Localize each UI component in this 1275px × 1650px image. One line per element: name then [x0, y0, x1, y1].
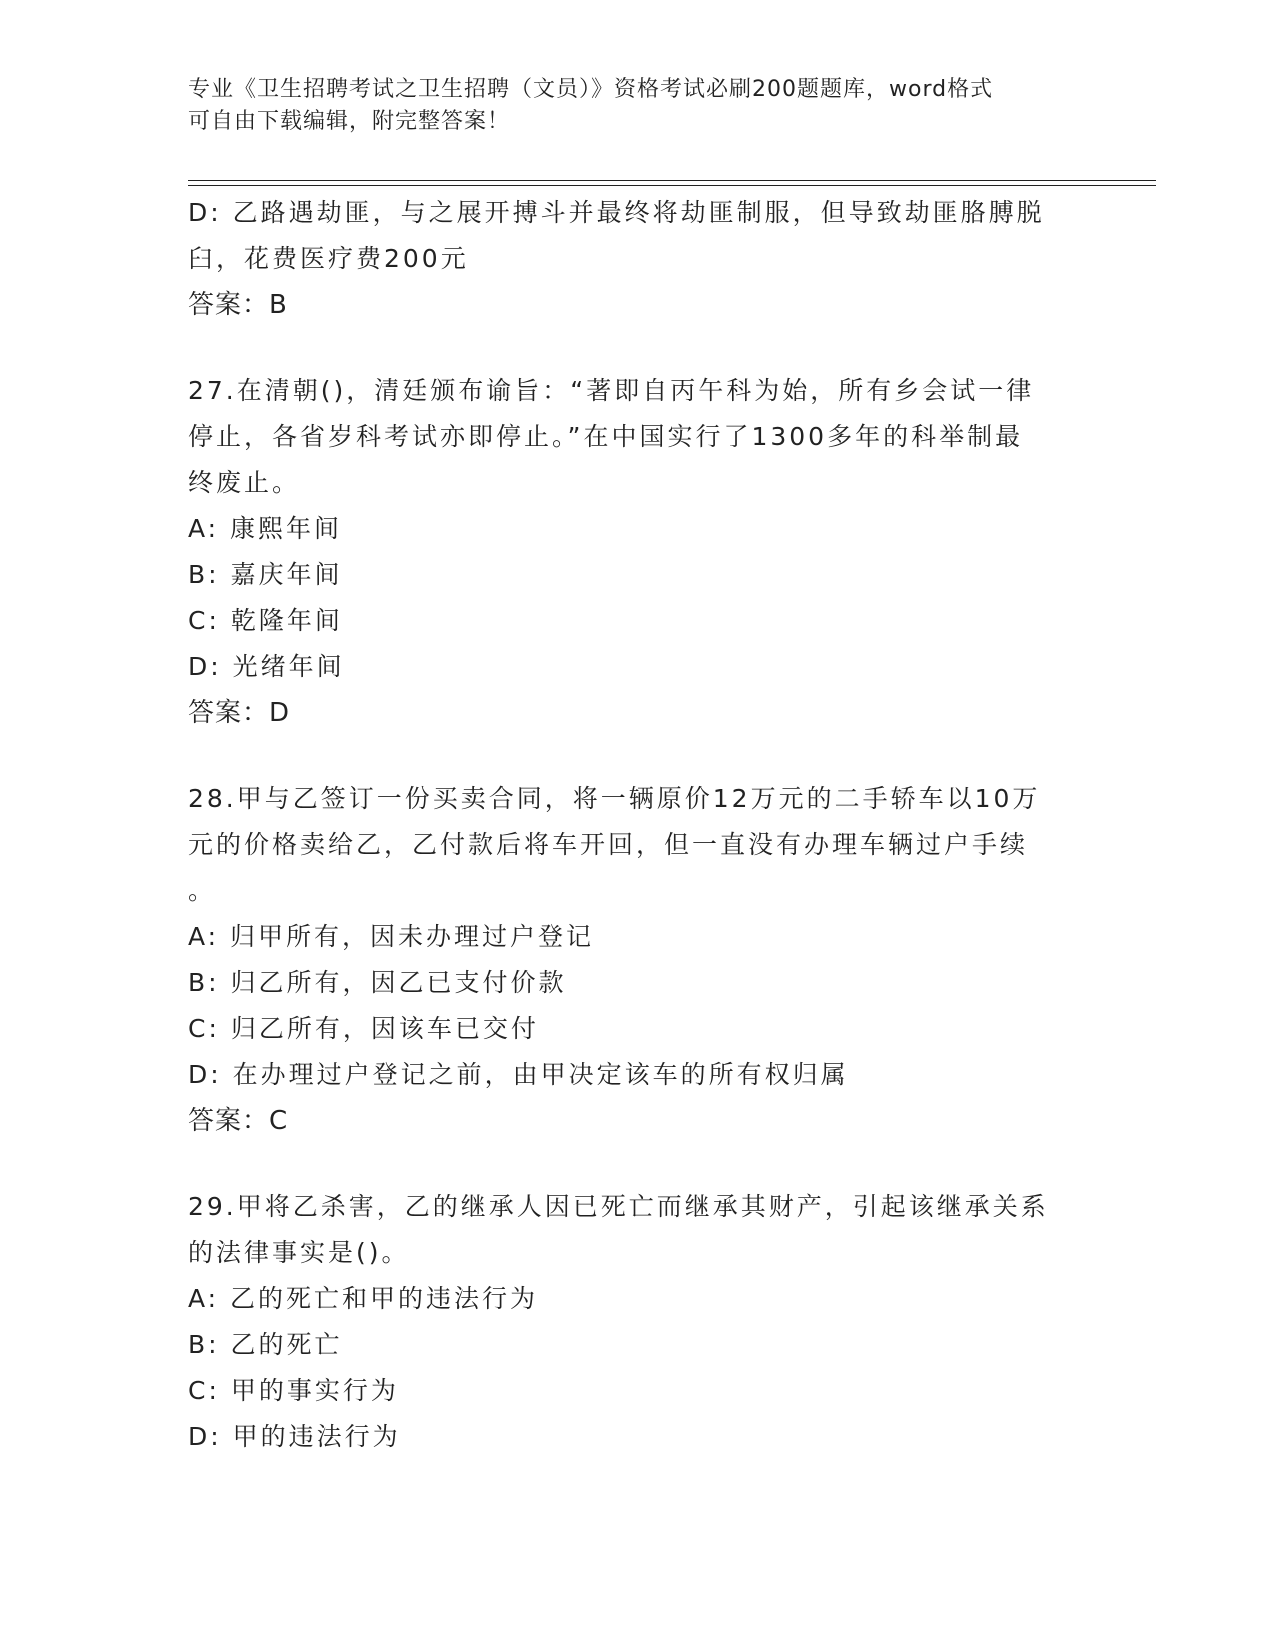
option-d: D: 甲的违法行为 [188, 1422, 401, 1451]
continued-question [188, 190, 1088, 328]
question-text-line: 。 [188, 876, 217, 905]
document-body [188, 190, 1088, 1460]
question-27 [188, 368, 1088, 736]
option-d-line: 臼，花费医疗费200元 [188, 244, 469, 273]
question-text-line: 28.甲与乙签订一份买卖合同，将一辆原价12万元的二手轿车以10万 [188, 784, 1041, 813]
option-b: B: 归乙所有，因乙已支付价款 [188, 968, 567, 997]
question-text-line: 的法律事实是()。 [188, 1238, 410, 1267]
header-divider-bottom [188, 185, 1156, 186]
header-divider-top [188, 180, 1156, 181]
option-d: D: 在办理过户登记之前，由甲决定该车的所有权归属 [188, 1060, 849, 1089]
answer-line: 答案：C [188, 1106, 289, 1136]
spacer [188, 328, 1088, 368]
question-text-line: 元的价格卖给乙，乙付款后将车开回，但一直没有办理车辆过户手续 [188, 830, 1029, 859]
option-a: A: 归甲所有，因未办理过户登记 [188, 922, 595, 951]
answer-line: 答案：B [188, 290, 288, 320]
option-d: D: 光绪年间 [188, 652, 345, 681]
spacer [188, 1144, 1088, 1184]
option-b: B: 乙的死亡 [188, 1330, 343, 1359]
option-b: B: 嘉庆年间 [188, 560, 343, 589]
question-text-line: 终废止。 [188, 468, 301, 497]
answer-line: 答案：D [188, 698, 291, 728]
spacer [188, 736, 1088, 776]
question-29 [188, 1184, 1088, 1460]
header-title-line-2: 可自由下载编辑，附完整答案！ [188, 109, 511, 134]
page-header [188, 74, 1088, 138]
option-c: C: 归乙所有，因该车已交付 [188, 1014, 539, 1043]
option-a: A: 康熙年间 [188, 514, 343, 543]
question-text-line: 27.在清朝()，清廷颁布谕旨：“著即自丙午科为始，所有乡会试一律 [188, 376, 1035, 405]
question-28 [188, 776, 1088, 1144]
question-text-line: 停止，各省岁科考试亦即停止。”在中国实行了1300多年的科举制最 [188, 422, 1024, 451]
option-c: C: 乾隆年间 [188, 606, 343, 635]
header-title-line-1: 专业《卫生招聘考试之卫生招聘（文员）》资格考试必刷200题题库，word格式 [188, 77, 994, 102]
option-c: C: 甲的事实行为 [188, 1376, 399, 1405]
option-a: A: 乙的死亡和甲的违法行为 [188, 1284, 539, 1313]
question-text-line: 29.甲将乙杀害，乙的继承人因已死亡而继承其财产，引起该继承关系 [188, 1192, 1049, 1221]
option-d-line: D: 乙路遇劫匪，与之展开搏斗并最终将劫匪制服，但导致劫匪胳膊脱 [188, 198, 1045, 227]
